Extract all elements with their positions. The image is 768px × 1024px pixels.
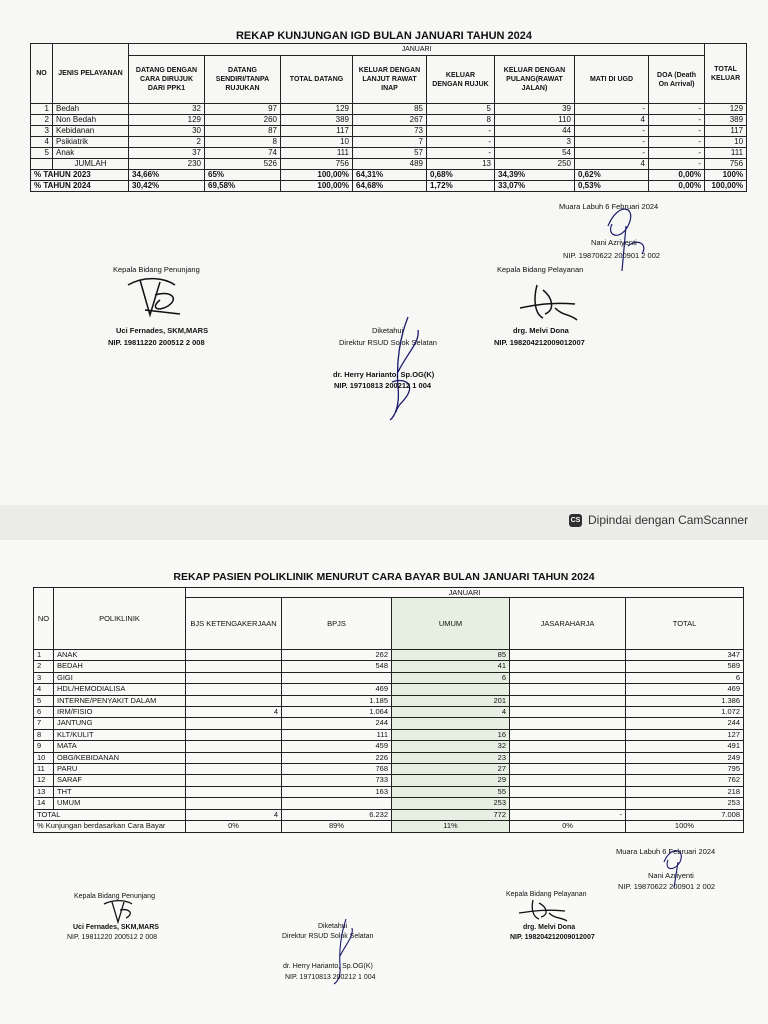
cell-bjs: 4 [186, 707, 282, 718]
cell-pulang: 39 [495, 104, 575, 115]
cell-bpjs: 768 [282, 764, 392, 775]
row-jenis: Anak [53, 148, 129, 159]
row-no: 3 [31, 126, 53, 137]
cell-pulang: 44 [495, 126, 575, 137]
director-known: Diketahui [372, 326, 404, 335]
col2-header-umum: UMUM [392, 598, 510, 650]
row-poli: BEDAH [54, 661, 186, 672]
cell-inap: 73 [353, 126, 427, 137]
cell-bpjs: 1.064 [282, 707, 392, 718]
cell-pulang: 54 [495, 148, 575, 159]
cell-mati: - [575, 126, 649, 137]
cell-bjs [186, 718, 282, 729]
row-jenis: Psikiatrik [53, 137, 129, 148]
percentage-row [31, 170, 747, 181]
cell-mati: - [575, 137, 649, 148]
cell-pulang: 3 [495, 137, 575, 148]
table-row [34, 729, 744, 740]
cell-dirujuk: 129 [129, 115, 205, 126]
pct-mati: 0,53% [575, 181, 649, 192]
cell-total_datang: 129 [281, 104, 353, 115]
cell-bpjs: 262 [282, 650, 392, 661]
total-bpjs: 6.232 [282, 809, 392, 820]
cell-jr [510, 684, 626, 695]
cell-total_keluar: 389 [705, 115, 747, 126]
row-no: 4 [31, 137, 53, 148]
director-known-2: Diketahui [318, 923, 348, 930]
cell-bpjs: 459 [282, 741, 392, 752]
cell-total: 1.386 [626, 695, 744, 706]
cell-bjs [186, 650, 282, 661]
cell-total: 795 [626, 764, 744, 775]
cell-umum: 201 [392, 695, 510, 706]
pct-doa: 0,00% [649, 181, 705, 192]
cell-doa: - [649, 104, 705, 115]
camscanner-label: Dipindai dengan CamScanner [588, 513, 749, 527]
table-row [34, 684, 744, 695]
cell-bjs [186, 741, 282, 752]
row-no: 11 [34, 764, 54, 775]
row-poli: KLT/KULIT [54, 729, 186, 740]
cell-dirujuk: 30 [129, 126, 205, 137]
table-row [31, 104, 747, 115]
cell-jr [510, 764, 626, 775]
cell-bjs [186, 695, 282, 706]
cell-jr [510, 775, 626, 786]
cell-total: 347 [626, 650, 744, 661]
cell-bjs [186, 729, 282, 740]
cell-total_keluar: 756 [705, 159, 747, 170]
row-no: 9 [34, 741, 54, 752]
cell-total_datang: 389 [281, 115, 353, 126]
col-header-jenis: JENIS PELAYANAN [53, 44, 129, 104]
row-jenis: Bedah [53, 104, 129, 115]
cell-jr [510, 695, 626, 706]
cell-bpjs: 548 [282, 661, 392, 672]
cell-sendiri: 8 [205, 137, 281, 148]
signer-top-name: Nani Azriyenti [591, 238, 637, 247]
pct-label: % TAHUN 2024 [31, 181, 129, 192]
cell-inap: 85 [353, 104, 427, 115]
cell-rujuk: 5 [427, 104, 495, 115]
cell-bjs [186, 684, 282, 695]
director-nip-2: NIP. 19710813 200212 1 004 [285, 974, 376, 981]
cell-umum: 4 [392, 707, 510, 718]
col-header-inap: KELUAR DENGAN LANJUT RAWAT INAP [353, 56, 427, 104]
col-header-no: NO [31, 44, 53, 104]
pct-sendiri: 65% [205, 170, 281, 181]
total-row [34, 809, 744, 820]
cell-jr [510, 661, 626, 672]
cell-bpjs: 1.185 [282, 695, 392, 706]
cell-dirujuk: 37 [129, 148, 205, 159]
cell-bpjs: 733 [282, 775, 392, 786]
cell-bjs [186, 798, 282, 809]
table-row [31, 115, 747, 126]
pct-umum: 11% [392, 821, 510, 832]
cell-total: 6 [626, 672, 744, 683]
pct-label: % Kunjungan berdasarkan Cara Bayar [34, 821, 186, 832]
kabid-pelayanan-name-2: drg. Melvi Dona [523, 924, 576, 931]
cell-bpjs: 163 [282, 786, 392, 797]
cell-jr [510, 650, 626, 661]
col2-header-no: NO [34, 588, 54, 650]
cell-bjs [186, 764, 282, 775]
pct-total_datang: 100,00% [281, 170, 353, 181]
row-no [31, 159, 53, 170]
pct-mati: 0,62% [575, 170, 649, 181]
total-total: 7.008 [626, 809, 744, 820]
row-poli: ANAK [54, 650, 186, 661]
col-header-mati: MATI DI UGD [575, 56, 649, 104]
signer-top-nip: NIP. 19870622 200901 2 002 [563, 251, 661, 260]
pct-rujuk: 0,68% [427, 170, 495, 181]
cell-total: 218 [626, 786, 744, 797]
pct-dirujuk: 34,66% [129, 170, 205, 181]
cell-total: 1.072 [626, 707, 744, 718]
kabid-penunjang-name-2: Uci Fernades, SKM,MARS [73, 924, 159, 931]
col-header-doa: DOA (Death On Arrival) [649, 56, 705, 104]
col-header-dirujuk: DATANG DENGAN CARA DIRUJUK DARI PPK1 [129, 56, 205, 104]
cell-bpjs [282, 672, 392, 683]
signer-top-nip-2: NIP. 19870622 200901 2 002 [618, 882, 716, 891]
signature-uci [120, 270, 190, 325]
cell-pulang: 250 [495, 159, 575, 170]
table-row [34, 786, 744, 797]
kabid-penunjang-nip: NIP. 19811220 200512 2 008 [108, 338, 205, 347]
cell-inap: 267 [353, 115, 427, 126]
cell-umum: 6 [392, 672, 510, 683]
percentage-row [34, 821, 744, 832]
igd-report-title: REKAP KUNJUNGAN IGD BULAN JANUARI TAHUN 2024 [235, 30, 533, 42]
cell-umum: 85 [392, 650, 510, 661]
cell-umum [392, 684, 510, 695]
month-header: JANUARI [129, 44, 705, 56]
table-row [31, 148, 747, 159]
director-nip: NIP. 19710813 200212 1 004 [334, 381, 432, 390]
director-name-2: dr. Herry Harianto, Sp.OG(K) [283, 963, 373, 970]
signer-top-name-2: Nani Azriyenti [648, 871, 694, 880]
total-label: TOTAL [34, 809, 186, 820]
pct-total: 100% [626, 821, 744, 832]
cell-doa: - [649, 148, 705, 159]
cell-sendiri: 74 [205, 148, 281, 159]
kabid-pelayanan-nip: NIP. 198204212009012007 [494, 338, 585, 347]
table-row [34, 752, 744, 763]
row-jenis: Non Bedah [53, 115, 129, 126]
col-header-total-datang: TOTAL DATANG [281, 56, 353, 104]
director-role: Direktur RSUD Solok Selatan [339, 338, 437, 347]
row-no: 6 [34, 707, 54, 718]
cell-jr [510, 752, 626, 763]
row-poli: MATA [54, 741, 186, 752]
cell-umum: 29 [392, 775, 510, 786]
igd-visit-table [30, 43, 747, 192]
pct-total_keluar: 100,00% [705, 181, 747, 192]
row-no: 2 [34, 661, 54, 672]
cell-doa: - [649, 126, 705, 137]
kabid-penunjang-name: Uci Fernades, SKM,MARS [116, 326, 209, 335]
pct-inap: 64,68% [353, 181, 427, 192]
cell-inap: 57 [353, 148, 427, 159]
cell-total_datang: 10 [281, 137, 353, 148]
pct-bjs: 0% [186, 821, 282, 832]
row-jenis: Kebidanan [53, 126, 129, 137]
signature-nani-2 [656, 842, 696, 892]
signature-melvi [515, 280, 585, 325]
kabid-pelayanan-nip-2: NIP. 198204212009012007 [510, 934, 595, 941]
poliklinik-payment-table [33, 587, 744, 833]
cell-umum: 16 [392, 729, 510, 740]
camscanner-icon: CS [569, 514, 582, 527]
cell-total: 469 [626, 684, 744, 695]
row-no: 5 [31, 148, 53, 159]
row-no: 12 [34, 775, 54, 786]
col2-header-bjs: BJS KETENGAKERJAAN [186, 598, 282, 650]
col-header-sendiri: DATANG SENDIRI/TANPA RUJUKAN [205, 56, 281, 104]
col2-header-jasaraharja: JASARAHARJA [510, 598, 626, 650]
cell-rujuk: 8 [427, 115, 495, 126]
row-no: 2 [31, 115, 53, 126]
cell-pulang: 110 [495, 115, 575, 126]
cell-total: 762 [626, 775, 744, 786]
cell-bjs [186, 775, 282, 786]
row-no: 1 [31, 104, 53, 115]
table-row [31, 137, 747, 148]
cell-rujuk: 13 [427, 159, 495, 170]
cell-mati: 4 [575, 159, 649, 170]
camscanner-badge [569, 513, 748, 527]
cell-umum: 32 [392, 741, 510, 752]
table-row [34, 650, 744, 661]
kabid-pelayanan-role: Kepala Bidang Pelayanan [497, 265, 584, 274]
row-poli: OBG/KEBIDANAN [54, 752, 186, 763]
pct-dirujuk: 30,42% [129, 181, 205, 192]
total-umum: 772 [392, 809, 510, 820]
pct-inap: 64,31% [353, 170, 427, 181]
row-no: 7 [34, 718, 54, 729]
cell-total: 589 [626, 661, 744, 672]
cell-total_datang: 117 [281, 126, 353, 137]
cell-sendiri: 526 [205, 159, 281, 170]
cell-jr [510, 798, 626, 809]
row-poli: THT [54, 786, 186, 797]
pct-sendiri: 69,58% [205, 181, 281, 192]
cell-dirujuk: 32 [129, 104, 205, 115]
table-row [34, 741, 744, 752]
total-jr: - [510, 809, 626, 820]
pct-label: % TAHUN 2023 [31, 170, 129, 181]
cell-bpjs [282, 798, 392, 809]
table-row [34, 661, 744, 672]
cell-inap: 489 [353, 159, 427, 170]
igd-report-sheet [0, 0, 768, 505]
row-poli: GIGI [54, 672, 186, 683]
place-date: Muara Labuh 6 Februari 2024 [559, 202, 659, 211]
cell-total: 249 [626, 752, 744, 763]
cell-umum: 23 [392, 752, 510, 763]
cell-total_keluar: 117 [705, 126, 747, 137]
cell-inap: 7 [353, 137, 427, 148]
row-poli: UMUM [54, 798, 186, 809]
table-row [34, 775, 744, 786]
pct-bpjs: 89% [282, 821, 392, 832]
cell-bpjs: 469 [282, 684, 392, 695]
row-poli: SARAF [54, 775, 186, 786]
cell-jr [510, 729, 626, 740]
cell-umum: 253 [392, 798, 510, 809]
row-no: 5 [34, 695, 54, 706]
pct-pulang: 34,39% [495, 170, 575, 181]
cell-mati: - [575, 148, 649, 159]
cell-total: 244 [626, 718, 744, 729]
table-row [34, 718, 744, 729]
cell-rujuk: - [427, 137, 495, 148]
cell-umum [392, 718, 510, 729]
kabid-penunjang-nip-2: NIP. 19811220 200512 2 008 [67, 934, 158, 941]
cell-umum: 27 [392, 764, 510, 775]
month2-header: JANUARI [186, 588, 744, 598]
cell-bjs [186, 786, 282, 797]
table-row [31, 126, 747, 137]
col2-header-poli: POLIKLINIK [54, 588, 186, 650]
cell-total: 127 [626, 729, 744, 740]
cell-total_keluar: 111 [705, 148, 747, 159]
kabid-penunjang-role-2: Kepala Bidang Penunjang [74, 893, 155, 900]
director-name: dr. Herry Harianto, Sp.OG(K) [333, 370, 435, 379]
cell-jr [510, 707, 626, 718]
cell-bpjs: 244 [282, 718, 392, 729]
cell-dirujuk: 2 [129, 137, 205, 148]
cell-rujuk: - [427, 126, 495, 137]
cell-total_keluar: 10 [705, 137, 747, 148]
cell-jr [510, 672, 626, 683]
cell-sendiri: 87 [205, 126, 281, 137]
kabid-pelayanan-name: drg. Melvi Dona [513, 326, 569, 335]
col-header-pulang: KELUAR DENGAN PULANG(RAWAT JALAN) [495, 56, 575, 104]
row-jenis: JUMLAH [53, 159, 129, 170]
row-poli: IRM/FISIO [54, 707, 186, 718]
cell-umum: 55 [392, 786, 510, 797]
pct-jr: 0% [510, 821, 626, 832]
cell-umum: 41 [392, 661, 510, 672]
col2-header-total: TOTAL [626, 598, 744, 650]
table-row [34, 707, 744, 718]
cell-bjs [186, 672, 282, 683]
row-poli: JANTUNG [54, 718, 186, 729]
pct-pulang: 33,07% [495, 181, 575, 192]
signature-melvi-2 [515, 897, 571, 925]
table-row [34, 798, 744, 809]
poliklinik-report-title: REKAP PASIEN POLIKLINIK MENURUT CARA BAYAR BULAN JANUARI TAHUN 2024 [173, 571, 595, 583]
cell-doa: - [649, 159, 705, 170]
cell-total_keluar: 129 [705, 104, 747, 115]
col-header-rujuk: KELUAR DENGAN RUJUK [427, 56, 495, 104]
cell-jr [510, 718, 626, 729]
cell-bpjs: 111 [282, 729, 392, 740]
col2-header-bpjs: BPJS [282, 598, 392, 650]
cell-doa: - [649, 137, 705, 148]
table-row [34, 672, 744, 683]
cell-total_datang: 756 [281, 159, 353, 170]
total-bjs: 4 [186, 809, 282, 820]
kabid-penunjang-role: Kepala Bidang Penunjang [113, 265, 200, 274]
row-no: 8 [34, 729, 54, 740]
table-row [31, 159, 747, 170]
pct-total_datang: 100,00% [281, 181, 353, 192]
row-no: 14 [34, 798, 54, 809]
cell-total: 491 [626, 741, 744, 752]
row-no: 1 [34, 650, 54, 661]
director-role-2: Direktur RSUD Solok Selatan [282, 933, 374, 940]
cell-bjs [186, 661, 282, 672]
pct-rujuk: 1,72% [427, 181, 495, 192]
cell-jr [510, 741, 626, 752]
cell-sendiri: 260 [205, 115, 281, 126]
row-no: 3 [34, 672, 54, 683]
cell-bpjs: 226 [282, 752, 392, 763]
percentage-row [31, 181, 747, 192]
row-no: 4 [34, 684, 54, 695]
signature-nani [598, 196, 662, 276]
signature-herry [378, 312, 428, 422]
row-no: 13 [34, 786, 54, 797]
cell-dirujuk: 230 [129, 159, 205, 170]
cell-sendiri: 97 [205, 104, 281, 115]
cell-total_datang: 111 [281, 148, 353, 159]
row-poli: INTERNE/PENYAKIT DALAM [54, 695, 186, 706]
cell-bjs [186, 752, 282, 763]
cell-jr [510, 786, 626, 797]
row-poli: PARU [54, 764, 186, 775]
place-date-2: Muara Labuh 6 Februari 2024 [616, 847, 716, 856]
row-no: 10 [34, 752, 54, 763]
cell-rujuk: - [427, 148, 495, 159]
pct-total_keluar: 100% [705, 170, 747, 181]
pct-doa: 0,00% [649, 170, 705, 181]
cell-mati: 4 [575, 115, 649, 126]
cell-mati: - [575, 104, 649, 115]
table-row [34, 695, 744, 706]
row-poli: HDL/HEMODIALISA [54, 684, 186, 695]
table-row [34, 764, 744, 775]
cell-doa: - [649, 115, 705, 126]
col-header-total-keluar: TOTAL KELUAR [705, 44, 747, 104]
kabid-pelayanan-role-2: Kepala Bidang Pelayanan [506, 891, 587, 898]
cell-total: 253 [626, 798, 744, 809]
